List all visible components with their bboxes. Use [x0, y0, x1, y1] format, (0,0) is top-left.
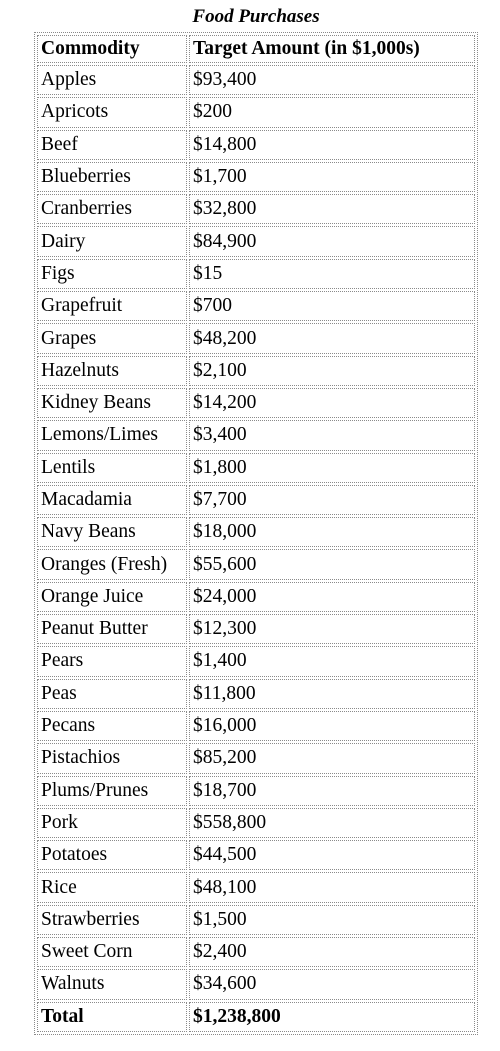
table-row — [37, 291, 475, 321]
table-row — [37, 356, 475, 386]
commodity-cell: Beef — [37, 130, 187, 160]
table-row — [37, 743, 475, 773]
commodity-cell: Oranges (Fresh) — [37, 549, 187, 579]
commodity-cell: Apples — [37, 65, 187, 95]
amount-cell: $16,000 — [189, 711, 475, 741]
commodity-cell: Potatoes — [37, 840, 187, 870]
commodity-cell: Peanut Butter — [37, 614, 187, 644]
amount-cell: $7,700 — [189, 485, 475, 515]
amount-cell: $2,400 — [189, 937, 475, 967]
commodity-cell: Macadamia — [37, 485, 187, 515]
commodity-cell: Plums/Prunes — [37, 776, 187, 806]
table-row — [37, 194, 475, 224]
table-body — [37, 65, 475, 1032]
table-row — [37, 840, 475, 870]
amount-cell: $15 — [189, 259, 475, 289]
amount-cell: $24,000 — [189, 582, 475, 612]
amount-cell: $1,700 — [189, 162, 475, 192]
commodity-cell: Peas — [37, 679, 187, 709]
amount-cell: $18,700 — [189, 776, 475, 806]
amount-cell: $44,500 — [189, 840, 475, 870]
commodity-cell: Lemons/Limes — [37, 420, 187, 450]
table-row — [37, 420, 475, 450]
amount-cell: $558,800 — [189, 808, 475, 838]
table-title: Food Purchases — [192, 6, 320, 27]
table-row — [37, 162, 475, 192]
commodity-cell: Dairy — [37, 226, 187, 256]
column-header-commodity: Commodity — [37, 35, 187, 63]
table-row — [37, 582, 475, 612]
amount-cell: $48,200 — [189, 323, 475, 353]
total-row — [37, 1002, 475, 1032]
commodity-cell: Cranberries — [37, 194, 187, 224]
amount-cell: $1,800 — [189, 453, 475, 483]
amount-cell: $18,000 — [189, 517, 475, 547]
table-row — [37, 711, 475, 741]
amount-cell: $3,400 — [189, 420, 475, 450]
table-row — [37, 517, 475, 547]
header-row — [37, 35, 475, 63]
table-row — [37, 872, 475, 902]
table-row — [37, 969, 475, 999]
commodity-cell: Blueberries — [37, 162, 187, 192]
commodity-cell: Grapefruit — [37, 291, 187, 321]
table-row — [37, 614, 475, 644]
table-row — [37, 130, 475, 160]
amount-cell: $84,900 — [189, 226, 475, 256]
table-row — [37, 323, 475, 353]
amount-cell: $14,800 — [189, 130, 475, 160]
commodity-cell: Orange Juice — [37, 582, 187, 612]
commodity-cell: Pecans — [37, 711, 187, 741]
table-row — [37, 905, 475, 935]
commodity-cell: Rice — [37, 872, 187, 902]
table-row — [37, 808, 475, 838]
table-row — [37, 485, 475, 515]
table-row — [37, 679, 475, 709]
total-amount: $1,238,800 — [189, 1002, 475, 1032]
table-row — [37, 453, 475, 483]
amount-cell: $32,800 — [189, 194, 475, 224]
amount-cell: $700 — [189, 291, 475, 321]
commodity-cell: Sweet Corn — [37, 937, 187, 967]
amount-cell: $48,100 — [189, 872, 475, 902]
commodity-cell: Figs — [37, 259, 187, 289]
amount-cell: $55,600 — [189, 549, 475, 579]
commodity-cell: Walnuts — [37, 969, 187, 999]
amount-cell: $93,400 — [189, 65, 475, 95]
commodity-cell: Pork — [37, 808, 187, 838]
table-row — [37, 259, 475, 289]
amount-cell: $200 — [189, 97, 475, 127]
commodity-cell: Kidney Beans — [37, 388, 187, 418]
commodity-cell: Pears — [37, 646, 187, 676]
table-row — [37, 65, 475, 95]
commodity-cell: Apricots — [37, 97, 187, 127]
amount-cell: $14,200 — [189, 388, 475, 418]
commodity-cell: Pistachios — [37, 743, 187, 773]
commodity-cell: Strawberries — [37, 905, 187, 935]
amount-cell: $1,500 — [189, 905, 475, 935]
commodity-cell: Hazelnuts — [37, 356, 187, 386]
amount-cell: $1,400 — [189, 646, 475, 676]
commodity-cell: Lentils — [37, 453, 187, 483]
table-row — [37, 388, 475, 418]
commodity-cell: Grapes — [37, 323, 187, 353]
table-row — [37, 646, 475, 676]
table-row — [37, 937, 475, 967]
amount-cell: $85,200 — [189, 743, 475, 773]
table-row — [37, 549, 475, 579]
amount-cell: $34,600 — [189, 969, 475, 999]
amount-cell: $11,800 — [189, 679, 475, 709]
column-header-target-amount: Target Amount (in $1,000s) — [189, 35, 475, 63]
table-row — [37, 776, 475, 806]
table-row — [37, 97, 475, 127]
total-label: Total — [37, 1002, 187, 1032]
food-purchases-table — [34, 32, 478, 1035]
commodity-cell: Navy Beans — [37, 517, 187, 547]
amount-cell: $2,100 — [189, 356, 475, 386]
amount-cell: $12,300 — [189, 614, 475, 644]
table-row — [37, 226, 475, 256]
